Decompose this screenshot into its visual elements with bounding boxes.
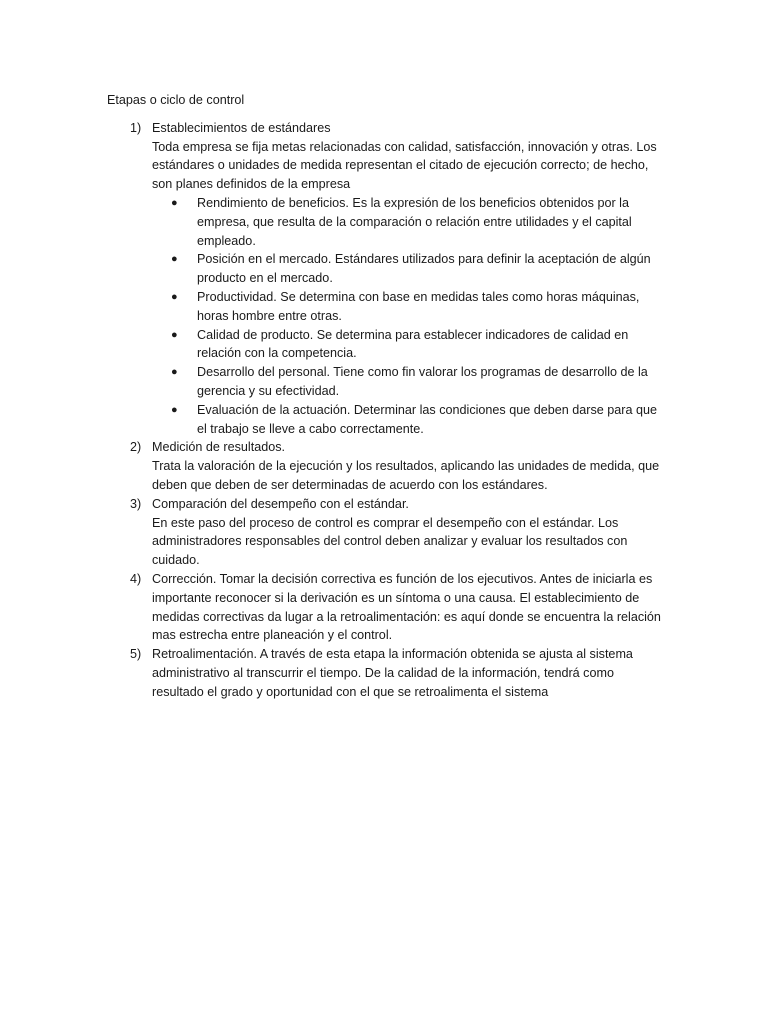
step-number: 3) [130,496,142,511]
bullet-text: Posición en el mercado. Estándares utilizados para definir la aceptación de algún producto en el mercado. [197,252,651,286]
bullet-item [152,363,667,401]
bullet-icon: ● [171,253,178,266]
step-number: 1) [130,120,142,135]
step-item [107,119,667,439]
step-heading: Retroalimentación. A través de esta etapa la información obtenida se ajusta al sistema administrativo al transcurrir el tiempo. De la calidad de la información, tendrá como resultado el grado y oportunidad con el que se retroalimenta el sistema [152,647,633,699]
document-content [107,91,667,702]
bullet-icon: ● [171,290,178,303]
step-heading: Corrección. Tomar la decisión correctiva es función de los ejecutivos. Antes de iniciarla es importante reconocer si la derivación es un síntoma o una causa. El establecimiento de medidas correctivas da lugar a la retroalimentación: es aquí donde se encuentra la relación mas estrecha entre planeación y el control. [152,571,661,643]
step-body: Trata la valoración de la ejecución y los resultados, aplicando las unidades de medida, que deben que deben de ser determinadas de acuerdo con los estándares. [152,459,660,492]
bullet-item [152,194,667,250]
bullet-item [152,401,667,439]
bullet-item [152,326,667,364]
bullet-text: Calidad de producto. Se determina para establecer indicadores de calidad en relación con la competencia. [197,327,629,361]
bullet-icon: ● [171,196,178,209]
step-heading: Comparación del desempeño con el estándar. [152,496,409,511]
step-body: En este paso del proceso de control es comprar el desempeño con el estándar. Los administradores responsables del control deben analizar y evaluar los resultados con cuidado. [152,515,628,568]
step-body: Toda empresa se fija metas relacionadas con calidad, satisfacción, innovación y otras. Los estándares o unidades de medida representan el citado de ejecución correcto; de hecho, son planes definidos de la empresa [152,139,657,192]
step-number: 5) [130,647,142,662]
step-heading: Medición de resultados. [152,440,286,455]
bullet-icon: ● [171,328,178,341]
step-heading: Establecimientos de estándares [152,120,331,135]
bullet-item [152,288,667,326]
bullet-text: Productividad. Se determina con base en medidas tales como horas máquinas, horas hombre entre otras. [197,289,640,323]
bullet-list [152,194,667,438]
steps-list [107,119,667,702]
document-title: Etapas o ciclo de control [107,93,245,107]
step-item [107,438,667,494]
bullet-icon: ● [171,366,178,379]
step-number: 2) [130,440,142,455]
bullet-text: Desarrollo del personal. Tiene como fin valorar los programas de desarrollo de la gerencia y su efectividad. [197,365,648,398]
bullet-icon: ● [171,403,178,416]
step-item [107,570,667,645]
step-item [107,495,667,570]
bullet-text: Evaluación de la actuación. Determinar las condiciones que deben darse para que el trabajo se lleve a cabo correctamente. [197,402,657,436]
bullet-item [152,250,667,288]
step-item [107,645,667,701]
step-number: 4) [130,571,142,586]
bullet-text: Rendimiento de beneficios. Es la expresión de los beneficios obtenidos por la empresa, que resulta de la comparación o relación entre utilidades y el capital empleado. [197,195,632,248]
